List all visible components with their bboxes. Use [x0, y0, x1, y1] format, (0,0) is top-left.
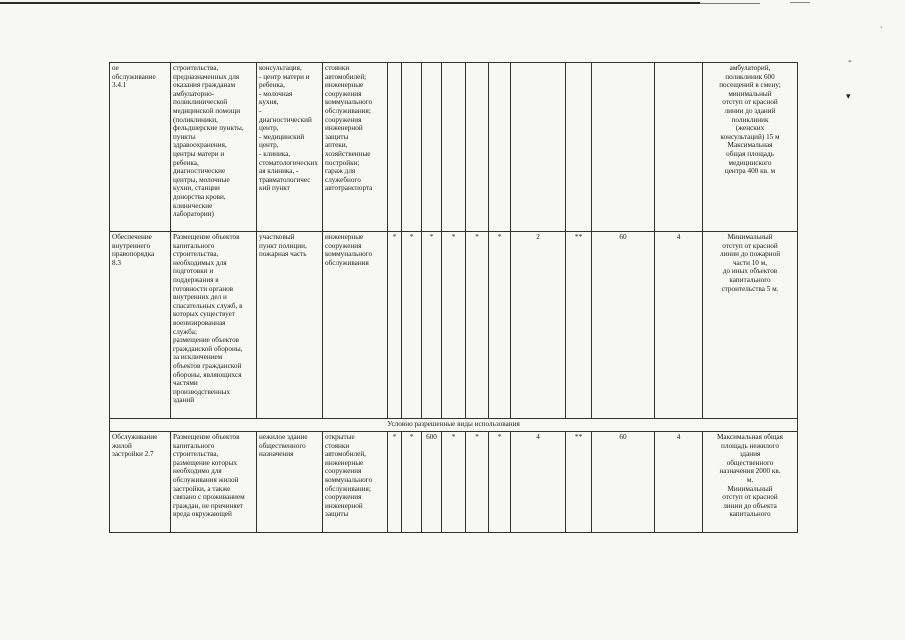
param-cell	[511, 63, 566, 232]
use-description-cell: строительства, предназначенных для оказания гражданам амбулаторно- поликлинической медицинской помощи (поликлиники, фельдшерские пункты, пункты здравоохранения, центры матери и ребенка, диагностические центры, молочные кухни, станции донорства крови, клинические лаборатории)	[171, 63, 257, 232]
main-objects-cell: консультация, - центр матери и ребенка, - молочная кухня, - диагностический центр, - медицинский центр, - клиника, стоматологических ая клиника, - травматологичес кий пункт	[257, 63, 323, 232]
param-cell: 4	[655, 432, 703, 533]
use-type-name-cell: Обеспечение внутреннего правопорядка 8.3	[110, 232, 171, 419]
table-row	[110, 432, 798, 533]
param-cell	[442, 63, 466, 232]
use-type-name-cell: Обслуживание жилой застройки 2.7	[110, 432, 171, 533]
land-use-regulations-table	[109, 62, 798, 533]
top-border-rule-segment	[700, 3, 760, 4]
param-cell: *	[466, 232, 489, 419]
param-cell	[466, 63, 489, 232]
auxiliary-objects-cell: инженерные сооружения коммунального обслуживания	[323, 232, 388, 419]
param-cell: **	[566, 232, 592, 419]
auxiliary-objects-cell: открытые стоянки автомобилей, инженерные сооружения коммунального обслуживания; сооружения инженерной защиты	[323, 432, 388, 533]
margin-arrow-mark: ▾	[846, 92, 851, 102]
param-cell: 4	[655, 232, 703, 419]
param-cell: *	[489, 432, 511, 533]
param-cell: 4	[511, 432, 566, 533]
param-cell	[388, 63, 402, 232]
param-cell: 60	[592, 432, 655, 533]
notes-cell: амбулаторий, поликлиник 600 посещений в смену; минимальный отступ от красной линии до зданий поликлиник (женских консультаций) 15 м Максимальная общая площадь медицинского центра 400 кв. м	[703, 63, 798, 232]
param-cell: *	[442, 232, 466, 419]
section-title: Условно разрешенные виды использования	[110, 419, 798, 432]
table-row	[110, 63, 798, 232]
param-cell	[655, 63, 703, 232]
use-description-cell: Размещение объектов капитального строительства, размещение которых необходимо для обслуживания жилой застройки, а также связано с проживанием граждан, не причиняет вреда окружающей	[171, 432, 257, 533]
section-header-row	[110, 419, 798, 432]
main-objects-cell: нежилое здание общественного назначения	[257, 432, 323, 533]
margin-dash-mark: -	[848, 56, 852, 67]
use-type-name-cell: ое обслуживание 3.4.1	[110, 63, 171, 232]
param-cell	[592, 63, 655, 232]
notes-cell: Максимальная общая площадь нежилого здания общественного назначения 2000 кв. м. Минимальный отступ от красной линии до объекта капитального	[703, 432, 798, 533]
param-cell: *	[466, 432, 489, 533]
param-cell	[402, 63, 422, 232]
margin-speck-mark: *	[880, 26, 883, 32]
param-cell: *	[388, 232, 402, 419]
auxiliary-objects-cell: стоянки автомобилей; инженерные сооружения коммунального обслуживания; сооружения инженерной защиты аптеки, хозяйственные постройки; гараж для служебного автотранспорта	[323, 63, 388, 232]
table-row	[110, 232, 798, 419]
use-description-cell: Размещение объектов капитального строительства, необходимых для подготовки и поддержания в готовности органов внутренних дел и спасательных служб, в которых существует военизированная служба; размещение объектов гражданской обороны, за исключением объектов гражданской обороны, являющихся частями производственных зданий	[171, 232, 257, 419]
param-cell: 2	[511, 232, 566, 419]
param-cell: 60	[592, 232, 655, 419]
param-cell: **	[566, 432, 592, 533]
top-border-rule-segment	[790, 2, 810, 3]
param-cell: *	[402, 432, 422, 533]
param-cell	[566, 63, 592, 232]
top-border-rule	[0, 2, 700, 4]
param-cell: *	[442, 432, 466, 533]
param-cell: *	[422, 232, 442, 419]
param-cell: *	[388, 432, 402, 533]
param-cell: *	[402, 232, 422, 419]
main-objects-cell: участковый пункт полиции, пожарная часть	[257, 232, 323, 419]
param-cell	[422, 63, 442, 232]
param-cell	[489, 63, 511, 232]
notes-cell: Минимальный отступ от красной линии до пожарной части 10 м, до иных объектов капитального строительства 5 м.	[703, 232, 798, 419]
param-cell: *	[489, 232, 511, 419]
param-cell: 600	[422, 432, 442, 533]
